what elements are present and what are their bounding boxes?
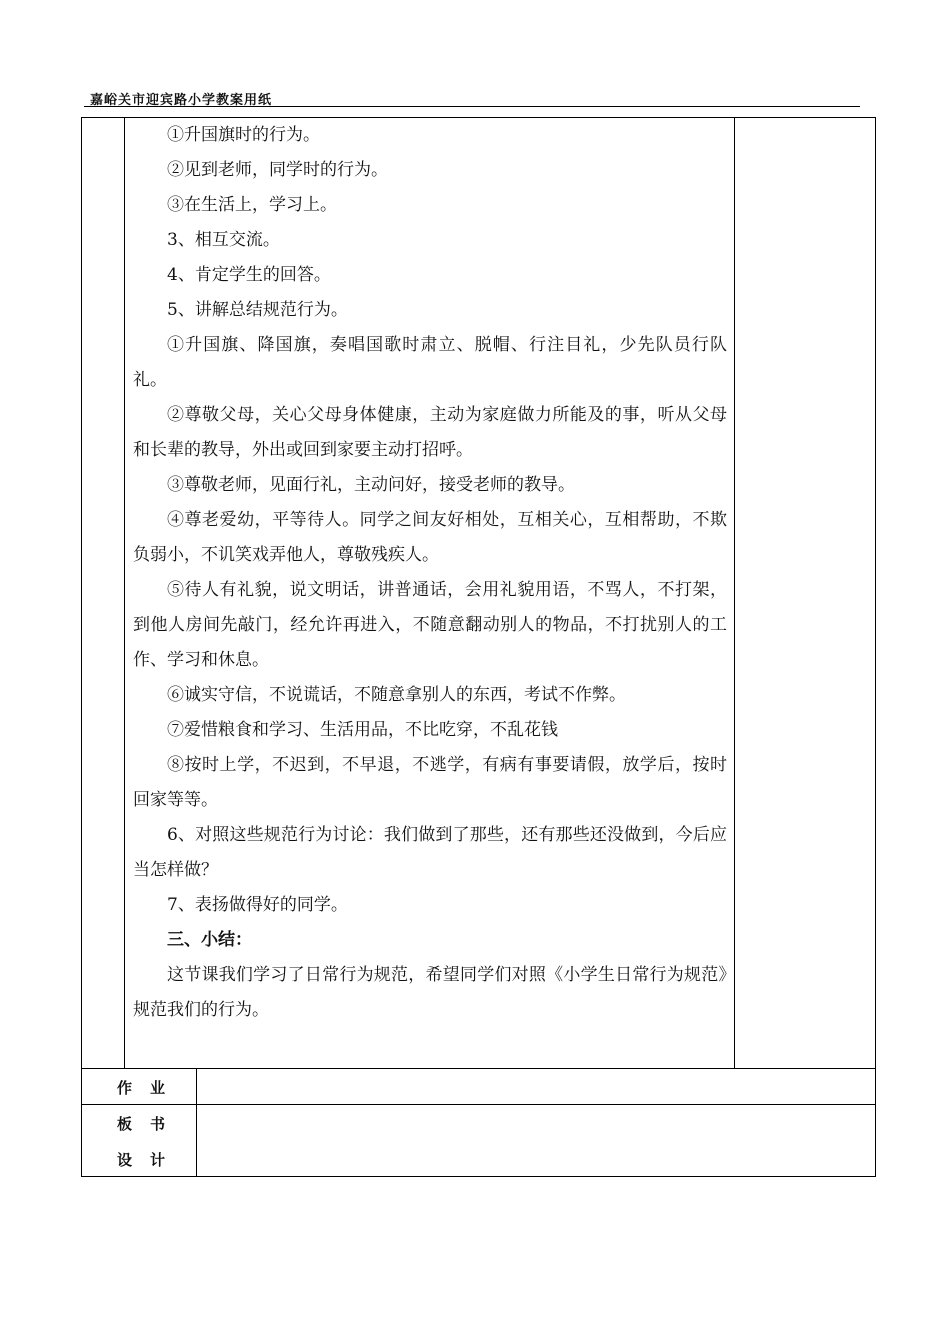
content-paragraph: 4、肯定学生的回答。 bbox=[167, 265, 331, 285]
content-paragraph: 3、相互交流。 bbox=[167, 230, 280, 250]
summary-heading: 三、小结： bbox=[167, 930, 252, 950]
content-paragraph: ③在生活上，学习上。 bbox=[167, 195, 337, 215]
content-paragraph: ①升国旗、降国旗，奏唱国歌时肃立、脱帽、行注目礼，少先队员行队礼。 bbox=[133, 335, 727, 390]
left-column-divider bbox=[124, 118, 125, 1068]
lesson-content bbox=[133, 118, 727, 1028]
content-paragraph: ⑧按时上学，不迟到，不早退，不逃学，有病有事要请假，放学后，按时回家等等。 bbox=[133, 755, 727, 810]
footer-label-divider bbox=[196, 1069, 197, 1176]
content-paragraph: ③尊敬老师，见面行礼，主动问好，接受老师的教导。 bbox=[167, 475, 575, 495]
homework-bottom-rule bbox=[82, 1104, 875, 1105]
content-paragraph: ⑤待人有礼貌，说文明话，讲普通话，会用礼貌用语，不骂人，不打架，到他人房间先敲门，经允许再进入，不随意翻动别人的物品，不打扰别人的工作、学习和休息。 bbox=[133, 580, 727, 670]
right-column-divider bbox=[734, 118, 735, 1068]
content-bottom-rule bbox=[82, 1068, 875, 1069]
homework-label: 作业 bbox=[117, 1079, 184, 1097]
header-rule bbox=[84, 106, 860, 107]
page-header-title: 嘉峪关市迎宾路小学教案用纸 bbox=[90, 93, 273, 108]
content-paragraph: ④尊老爱幼，平等待人。同学之间友好相处，互相关心，互相帮助，不欺负弱小，不讥笑戏弄他人，尊敬残疾人。 bbox=[133, 510, 727, 565]
content-paragraph: ②尊敬父母，关心父母身体健康，主动为家庭做力所能及的事，听从父母和长辈的教导，外出或回到家要主动打招呼。 bbox=[133, 405, 727, 460]
board-label-line1: 板书 bbox=[117, 1115, 184, 1133]
board-label-line2: 设计 bbox=[117, 1151, 184, 1169]
content-paragraph: ⑥诚实守信，不说谎话，不随意拿别人的东西，考试不作弊。 bbox=[167, 685, 626, 705]
content-paragraph: 7、表扬做得好的同学。 bbox=[167, 895, 348, 915]
content-paragraph: ⑦爱惜粮食和学习、生活用品，不比吃穿，不乱花钱 bbox=[167, 720, 558, 740]
content-paragraph: 5、讲解总结规范行为。 bbox=[167, 300, 348, 320]
content-paragraph: 6、对照这些规范行为讨论：我们做到了那些，还有那些还没做到，今后应当怎样做？ bbox=[133, 825, 727, 880]
content-paragraph: ①升国旗时的行为。 bbox=[167, 125, 320, 145]
summary-text: 这节课我们学习了日常行为规范，希望同学们对照《小学生日常行为规范》规范我们的行为。 bbox=[133, 965, 727, 1020]
content-paragraph: ②见到老师，同学时的行为。 bbox=[167, 160, 388, 180]
